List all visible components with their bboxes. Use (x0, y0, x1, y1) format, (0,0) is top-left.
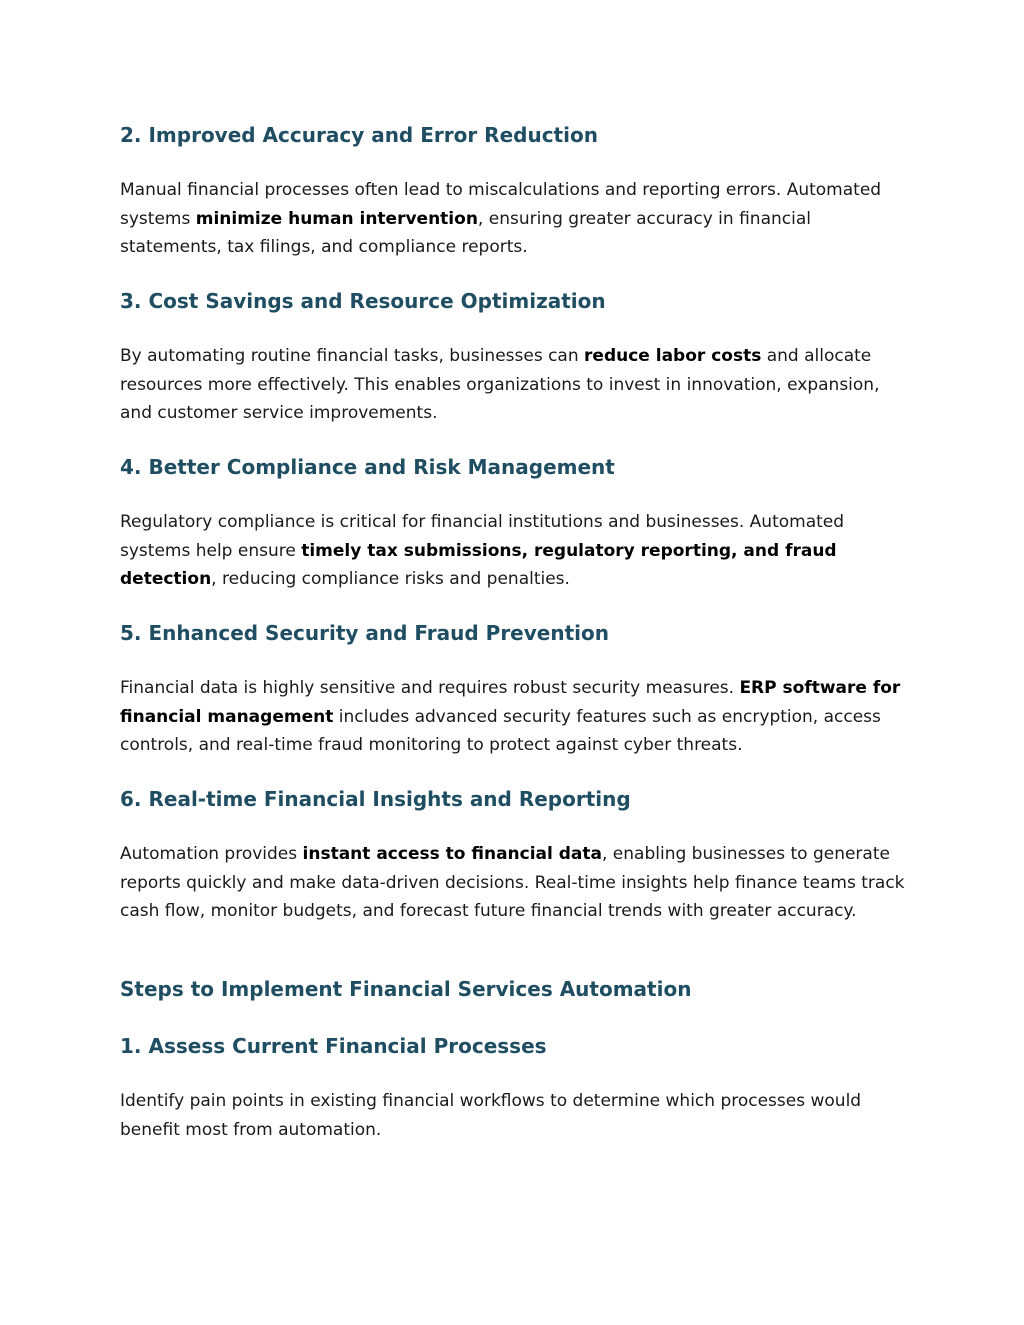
paragraph-bold-text: instant access to financial data (302, 844, 602, 864)
paragraph-text: By automating routine financial tasks, businesses can (120, 346, 585, 366)
section-paragraph-insights (120, 840, 910, 926)
paragraph-bold-text: timely tax submissions, regulatory reporting, and fraud detection (120, 540, 837, 590)
section-paragraph-accuracy (120, 176, 910, 262)
paragraph-text: , ensuring greater accuracy in financial statements, tax filings, and compliance reports. (120, 208, 811, 258)
section-heading-accuracy: 2. Improved Accuracy and Error Reduction (120, 123, 598, 147)
section-heading-insights: 6. Real-time Financial Insights and Reporting (120, 787, 631, 811)
section-heading-compliance: 4. Better Compliance and Risk Management (120, 455, 615, 479)
paragraph-text: includes advanced security features such as encryption, access controls, and real-time fraud monitoring to protect against cyber threats. (120, 706, 881, 756)
paragraph-text: Manual financial processes often lead to miscalculations and reporting errors. Automated systems (120, 180, 882, 229)
section-paragraph-cost-savings (120, 342, 910, 428)
paragraph-text: Financial data is highly sensitive and requires robust security measures. (120, 678, 740, 698)
paragraph-bold-text: ERP software for financial management (120, 678, 901, 727)
paragraph-bold-text: minimize human intervention (195, 208, 478, 229)
steps-heading: Steps to Implement Financial Services Automation (120, 977, 692, 1001)
paragraph-bold-text: reduce labor costs (584, 346, 762, 366)
paragraph-text: and allocate resources more effectively. This enables organizations to invest in innovation, expansion, and customer service improvements. (120, 346, 880, 424)
section-paragraph-compliance (120, 508, 910, 594)
paragraph-text: Regulatory compliance is critical for financial institutions and businesses. Automated systems help ensure (120, 512, 845, 561)
step-paragraph-assess: Identify pain points in existing financial workflows to determine which processes would benefit most from automation. (120, 1091, 862, 1140)
paragraph-text: , enabling businesses to generate reports quickly and make data-driven decisions. Real-time insights help finance teams track cash flow, monitor budgets, and forecast future financial trends with greater accuracy. (120, 844, 905, 922)
paragraph-text: Automation provides (120, 844, 303, 864)
section-heading-cost-savings: 3. Cost Savings and Resource Optimization (120, 289, 606, 313)
section-paragraph-security (120, 674, 910, 760)
step-heading-assess: 1. Assess Current Financial Processes (120, 1034, 547, 1058)
paragraph-text: , reducing compliance risks and penalties. (211, 569, 570, 590)
section-heading-security: 5. Enhanced Security and Fraud Prevention (120, 621, 609, 645)
